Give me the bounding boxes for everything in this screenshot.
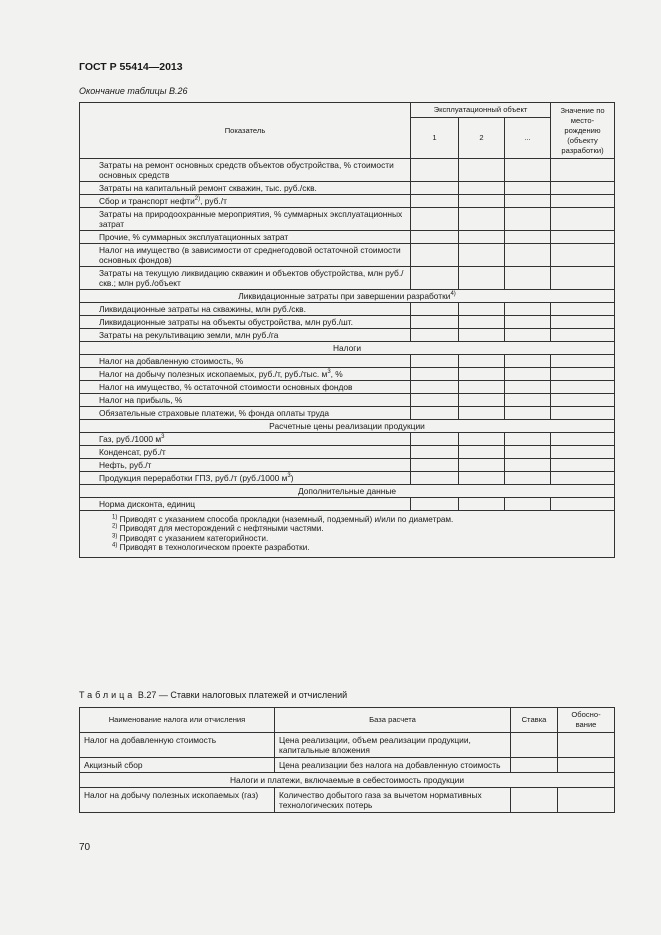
value-cell: [459, 433, 505, 446]
page-number: 70: [79, 842, 91, 853]
table-row: [80, 788, 615, 813]
value-cell: [551, 381, 615, 394]
value-cell: [505, 433, 551, 446]
indicator-name: Затраты на природоохранные мероприятия, % суммарных эксплуатационных затрат: [80, 208, 411, 231]
value-cell: [411, 459, 459, 472]
calc-base: Цена реализации без налога на добавленную стоимость: [275, 758, 511, 773]
col-header-rate: Ставка: [511, 708, 558, 733]
table-row: [80, 267, 615, 290]
value-cell: [411, 498, 459, 511]
value-cell: [551, 231, 615, 244]
value-cell: [551, 498, 615, 511]
table-row: [80, 316, 615, 329]
indicator-name: Сбор и транспорт нефти$^{2)}$, руб./т: [80, 195, 411, 208]
value-cell: [505, 316, 551, 329]
section-title: Ликвидационные затраты при завершении разработки$^{4)}$: [80, 290, 615, 303]
indicator-name: Продукция переработки ГПЗ, руб./т (руб./1000 $м^3$): [80, 472, 411, 485]
col-header-indicator: Показатель: [80, 103, 411, 159]
value-cell: [459, 329, 505, 342]
value-cell: [551, 244, 615, 267]
footnote: $^{4)}$ Приводят в технологическом проекте разработки.: [112, 542, 310, 553]
value-cell: [505, 355, 551, 368]
value-cell: [505, 407, 551, 420]
indicator-name: Налог на добавленную стоимость, %: [80, 355, 411, 368]
table-row: [80, 472, 615, 485]
tax-name: Налог на добавленную стоимость: [80, 733, 275, 758]
col-header-base: База расчета: [275, 708, 511, 733]
table-row: [80, 758, 615, 773]
value-cell: [551, 182, 615, 195]
tax-name: Акцизный сбор: [80, 758, 275, 773]
value-cell: [505, 182, 551, 195]
section-row: [80, 290, 615, 303]
document-header: ГОСТ Р 55414—2013: [79, 61, 183, 73]
value-cell: [505, 329, 551, 342]
value-cell: [551, 355, 615, 368]
value-cell: [459, 182, 505, 195]
value-cell: [505, 446, 551, 459]
section-title: Расчетные цены реализации продукции: [80, 420, 615, 433]
col-header-num: 1: [411, 118, 459, 159]
value-cell: [551, 316, 615, 329]
tax-name: Налог на добычу полезных ископаемых (газ): [80, 788, 275, 813]
value-cell: [551, 446, 615, 459]
indicator-name: Конденсат, руб./т: [80, 446, 411, 459]
value-cell: [505, 244, 551, 267]
table-row: [80, 446, 615, 459]
value-cell: [411, 231, 459, 244]
calc-base: Количество добытого газа за вычетом нормативных технологических потерь: [275, 788, 511, 813]
value-cell: [505, 368, 551, 381]
value-cell: [551, 159, 615, 182]
col-header-num: 2: [459, 118, 505, 159]
value-cell: [411, 303, 459, 316]
value-cell: [551, 267, 615, 290]
value-cell: [411, 195, 459, 208]
justification-cell: [558, 788, 615, 813]
table-row: [80, 329, 615, 342]
table-row: [80, 355, 615, 368]
table-row: [80, 433, 615, 446]
value-cell: [459, 316, 505, 329]
value-cell: [505, 267, 551, 290]
value-cell: [459, 394, 505, 407]
value-cell: [459, 472, 505, 485]
value-cell: [551, 459, 615, 472]
table-row: [80, 368, 615, 381]
value-cell: [505, 472, 551, 485]
col-header-num: ...: [505, 118, 551, 159]
value-cell: [411, 355, 459, 368]
value-cell: [505, 394, 551, 407]
indicator-name: Налог на имущество (в зависимости от среднегодовой остаточной стоимости основных фондов): [80, 244, 411, 267]
table-row: [80, 498, 615, 511]
col-header-tax-name: Наименование налога или отчисления: [80, 708, 275, 733]
value-cell: [411, 381, 459, 394]
section-title: Налоги и платежи, включаемые в себестоимость продукции: [80, 773, 615, 788]
indicator-name: Прочие, % суммарных эксплуатационных затрат: [80, 231, 411, 244]
value-cell: [551, 195, 615, 208]
footnotes: [80, 511, 615, 558]
value-cell: [411, 329, 459, 342]
value-cell: [411, 159, 459, 182]
table-row: [80, 208, 615, 231]
value-cell: [505, 195, 551, 208]
table-b27: [79, 707, 615, 813]
value-cell: [459, 195, 505, 208]
indicator-name: Обязательные страховые платежи, % фонда оплаты труда: [80, 407, 411, 420]
value-cell: [505, 208, 551, 231]
col-header-value: Значение по место-рождению (объекту разработки): [551, 103, 615, 159]
value-cell: [411, 446, 459, 459]
section-row: [80, 420, 615, 433]
value-cell: [551, 208, 615, 231]
table-row: [80, 303, 615, 316]
value-cell: [505, 381, 551, 394]
table-row: [80, 182, 615, 195]
section-row: [80, 773, 615, 788]
rate-cell: [511, 733, 558, 758]
table-row: [80, 733, 615, 758]
value-cell: [459, 381, 505, 394]
value-cell: [551, 407, 615, 420]
value-cell: [459, 498, 505, 511]
table-row: [80, 195, 615, 208]
value-cell: [551, 329, 615, 342]
section-title: Налоги: [80, 342, 615, 355]
value-cell: [551, 472, 615, 485]
indicator-name: Затраты на рекультивацию земли, млн руб./га: [80, 329, 411, 342]
value-cell: [459, 303, 505, 316]
rate-cell: [511, 788, 558, 813]
table-row: [80, 394, 615, 407]
value-cell: [459, 355, 505, 368]
value-cell: [411, 394, 459, 407]
value-cell: [459, 267, 505, 290]
value-cell: [551, 433, 615, 446]
table1-caption: Окончание таблицы В.26: [79, 86, 188, 96]
table-row: [80, 159, 615, 182]
indicator-name: Норма дисконта, единиц: [80, 498, 411, 511]
value-cell: [459, 159, 505, 182]
indicator-name: Налог на добычу полезных ископаемых, руб./т, руб./тыс. $м^3$, %: [80, 368, 411, 381]
rate-cell: [511, 758, 558, 773]
col-header-justification: Обосно-вание: [558, 708, 615, 733]
col-header-object: Эксплуатационный объект: [411, 103, 551, 118]
table-row: [80, 244, 615, 267]
value-cell: [505, 159, 551, 182]
value-cell: [459, 459, 505, 472]
table-b26: [79, 102, 615, 558]
value-cell: [551, 303, 615, 316]
value-cell: [505, 231, 551, 244]
value-cell: [551, 394, 615, 407]
value-cell: [551, 368, 615, 381]
value-cell: [411, 208, 459, 231]
value-cell: [411, 316, 459, 329]
calc-base: Цена реализации, объем реализации продукции, капитальные вложения: [275, 733, 511, 758]
value-cell: [459, 231, 505, 244]
indicator-name: Ликвидационные затраты на скважины, млн руб./скв.: [80, 303, 411, 316]
value-cell: [459, 244, 505, 267]
value-cell: [505, 303, 551, 316]
section-row: [80, 485, 615, 498]
value-cell: [411, 368, 459, 381]
indicator-name: Затраты на ремонт основных средств объектов обустройства, % стоимости основных средств: [80, 159, 411, 182]
indicator-name: Затраты на капитальный ремонт скважин, тыс. руб./скв.: [80, 182, 411, 195]
notes-row: [80, 511, 615, 558]
value-cell: [411, 267, 459, 290]
indicator-name: Налог на прибыль, %: [80, 394, 411, 407]
justification-cell: [558, 758, 615, 773]
indicator-name: Ликвидационные затраты на объекты обустройства, млн руб./шт.: [80, 316, 411, 329]
table-row: [80, 459, 615, 472]
table-row: [80, 231, 615, 244]
table-row: [80, 381, 615, 394]
footnote: $^{2)}$ Приводят для месторождений с нефтяными частями.: [112, 523, 324, 534]
table2-caption: Таблица В.27 — Ставки налоговых платежей и отчислений: [79, 690, 348, 700]
value-cell: [459, 208, 505, 231]
value-cell: [459, 446, 505, 459]
value-cell: [411, 433, 459, 446]
value-cell: [505, 459, 551, 472]
value-cell: [459, 407, 505, 420]
section-row: [80, 342, 615, 355]
indicator-name: Нефть, руб./т: [80, 459, 411, 472]
value-cell: [411, 182, 459, 195]
footnote: $^{1)}$ Приводят с указанием способа прокладки (наземный, подземный) и/или по диаметрам.: [112, 514, 454, 524]
table-row: [80, 407, 615, 420]
indicator-name: Затраты на текущую ликвидацию скважин и объектов обустройства, млн руб./скв.; млн руб./объект: [80, 267, 411, 290]
footnote: $^{3)}$ Приводят с указанием категорийности.: [112, 533, 269, 543]
section-title: Дополнительные данные: [80, 485, 615, 498]
value-cell: [411, 407, 459, 420]
value-cell: [459, 368, 505, 381]
justification-cell: [558, 733, 615, 758]
indicator-name: Налог на имущество, % остаточной стоимости основных фондов: [80, 381, 411, 394]
value-cell: [505, 498, 551, 511]
indicator-name: Газ, руб./1000 $м^3$: [80, 433, 411, 446]
value-cell: [411, 244, 459, 267]
value-cell: [411, 472, 459, 485]
